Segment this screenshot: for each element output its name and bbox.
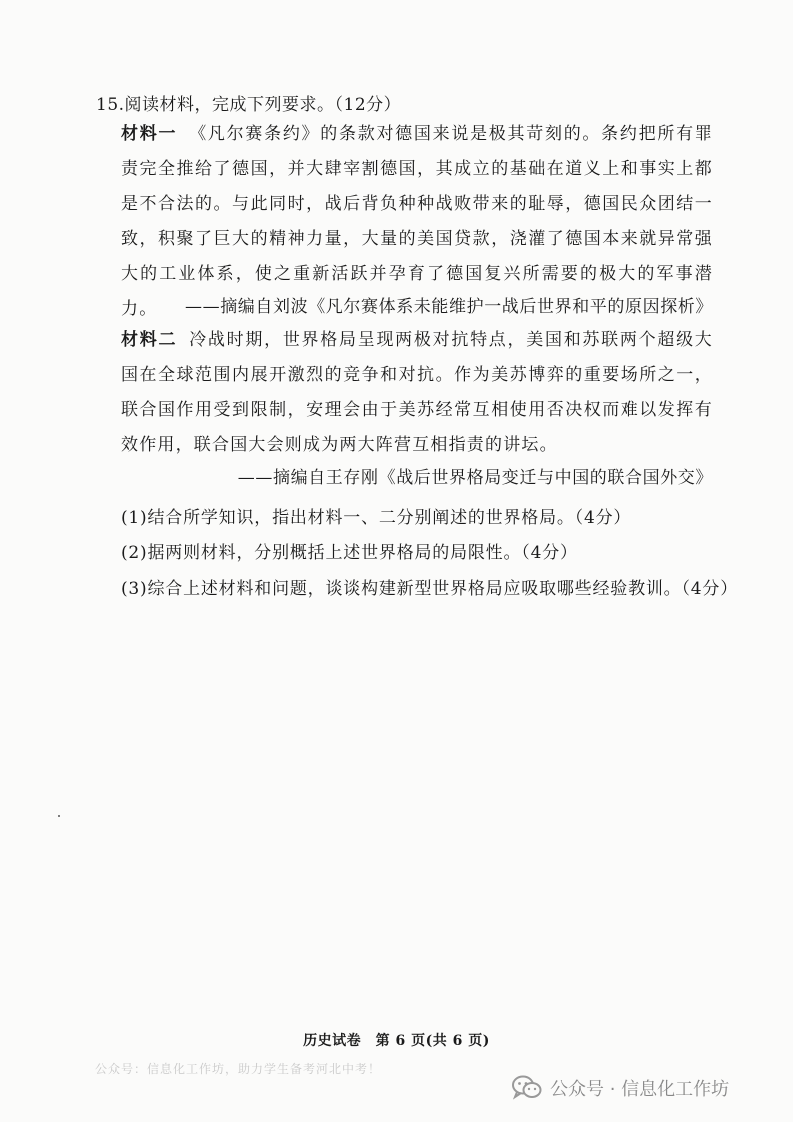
brand-watermark — [512, 1075, 729, 1101]
material-two-source: ——摘编自王存刚《战后世界格局变迁与中国的联合国外交》 — [237, 468, 713, 488]
question-title: 15.阅读材料，完成下列要求。（12分） — [96, 95, 402, 115]
task-item-3: (3)综合上述材料和问题，谈谈构建新型世界格局应吸取哪些经验教训。（4分） — [121, 579, 738, 599]
material-one-text: 《凡尔赛条约》的条款对德国来说是极其苛刻的。条约把所有罪责完全推给了德国，并大肆宰割德国，其成立的基础在道义上和事实上都是不合法的。与此同时，战后背负种种战败带来的耻辱，德国民众团结一致，积聚了巨大的精神力量，大量的美国贷款，浇灌了德国本来就异常强大的工业体系，使之重新活跃并孕育了德国复兴所需要的极大的军事潜力。 — [121, 124, 713, 319]
wechat-icon — [512, 1075, 542, 1101]
task-item-2: (2)据两则材料，分别概括上述世界格局的局限性。（4分） — [121, 543, 578, 563]
page-footer: 历史试卷 第 6 页(共 6 页) — [303, 1033, 490, 1049]
brand-text: 公众号 · 信息化工作坊 — [550, 1079, 730, 1100]
material-one-source: ——摘编自刘波《凡尔赛体系未能维护一战后世界和平的原因探析》 — [185, 297, 713, 317]
material-one-label: 材料一 — [121, 124, 178, 144]
material-two-label: 材料二 — [121, 330, 178, 350]
material-two — [121, 323, 713, 463]
stray-dot — [58, 815, 60, 817]
material-two-text: 冷战时期，世界格局呈现两极对抗特点，美国和苏联两个超级大国在全球范围内展开激烈的竞争和对抗。作为美苏博弈的重要场所之一，联合国作用受到限制，安理会由于美苏经常互相使用否决权而难以发挥有效作用，联合国大会则成为两大阵营互相指责的讲坛。 — [121, 330, 713, 455]
watermark-text: 公众号：信息化工作坊，助力学生备考河北中考！ — [95, 1062, 382, 1076]
task-item-1: (1)结合所学知识，指出材料一、二分别阐述的世界格局。（4分） — [121, 508, 632, 528]
